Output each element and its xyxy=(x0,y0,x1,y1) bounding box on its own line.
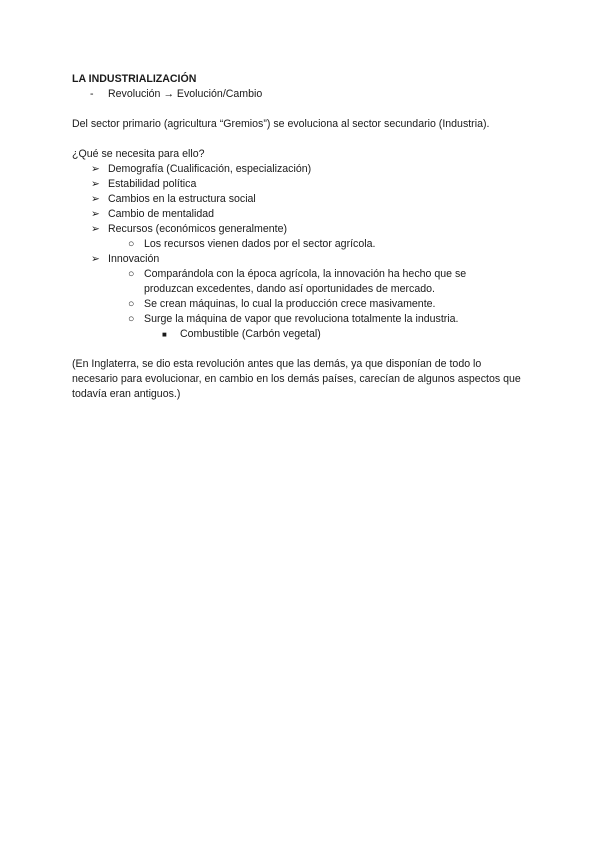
arrow-bullet-icon: ➢ xyxy=(91,253,100,265)
arrow-bullet-icon: ➢ xyxy=(91,193,100,205)
list-item xyxy=(72,207,528,222)
sub-list-item xyxy=(72,237,528,252)
sub-list-item xyxy=(72,297,528,312)
subtitle-item-text: Revolución → Evolución/Cambio xyxy=(108,88,263,100)
list-item xyxy=(72,192,528,207)
list-item xyxy=(72,222,528,237)
sub-list-item xyxy=(72,312,528,327)
list-item-text: Cambios en la estructura social xyxy=(108,193,256,205)
arrow-bullet-icon: ➢ xyxy=(91,208,100,220)
circle-bullet-icon: ○ xyxy=(128,298,135,310)
document-title: LA INDUSTRIALIZACIÓN xyxy=(72,73,197,85)
spacer xyxy=(72,342,528,357)
sub-sub-list-item xyxy=(72,327,528,342)
arrow-bullet-icon: ➢ xyxy=(91,178,100,190)
spacer xyxy=(72,132,528,147)
sub-list-item-text: Comparándola con la época agrícola, la innovación ha hecho que se produzcan excedentes, dando así oportunidades de mercado. xyxy=(144,268,467,295)
list-item-text: Recursos (económicos generalmente) xyxy=(108,223,287,235)
list-item xyxy=(72,252,528,267)
list-item xyxy=(72,162,528,177)
subtitle-list-item xyxy=(72,87,528,102)
circle-bullet-icon: ○ xyxy=(128,313,135,325)
sub-sub-list-item-text: Combustible (Carbón vegetal) xyxy=(180,328,321,340)
dash-bullet: - xyxy=(90,88,94,100)
sub-list-item-text: Surge la máquina de vapor que revoluciona totalmente la industria. xyxy=(144,313,459,325)
circle-bullet-icon: ○ xyxy=(128,238,135,250)
square-bullet-icon: ■ xyxy=(162,330,167,339)
sub-list-item-text: Los recursos vienen dados por el sector agrícola. xyxy=(144,238,376,250)
list-item-text: Cambio de mentalidad xyxy=(108,208,214,220)
list-item-text: Demografía (Cualificación, especialización) xyxy=(108,163,312,175)
list-item-text: Estabilidad política xyxy=(108,178,197,190)
question-heading: ¿Qué se necesita para ello? xyxy=(72,148,205,160)
document-content xyxy=(72,72,528,402)
circle-bullet-icon: ○ xyxy=(128,268,135,280)
intro-paragraph: Del sector primario (agricultura “Gremios”) se evoluciona al sector secundario (Industria). xyxy=(72,118,490,130)
sub-list-item xyxy=(72,267,510,297)
arrow-bullet-icon: ➢ xyxy=(91,163,100,175)
closing-paragraph: (En Inglaterra, se dio esta revolución antes que las demás, ya que disponían de todo lo necesario para evolucionar, en cambio en los demás países, carecían de algunos aspectos que todavía eran antiguos.) xyxy=(72,358,521,400)
sub-list-item-text: Se crean máquinas, lo cual la producción crece masivamente. xyxy=(144,298,436,310)
list-item xyxy=(72,177,528,192)
spacer xyxy=(72,102,528,117)
arrow-bullet-icon: ➢ xyxy=(91,223,100,235)
list-item-text: Innovación xyxy=(108,253,160,265)
